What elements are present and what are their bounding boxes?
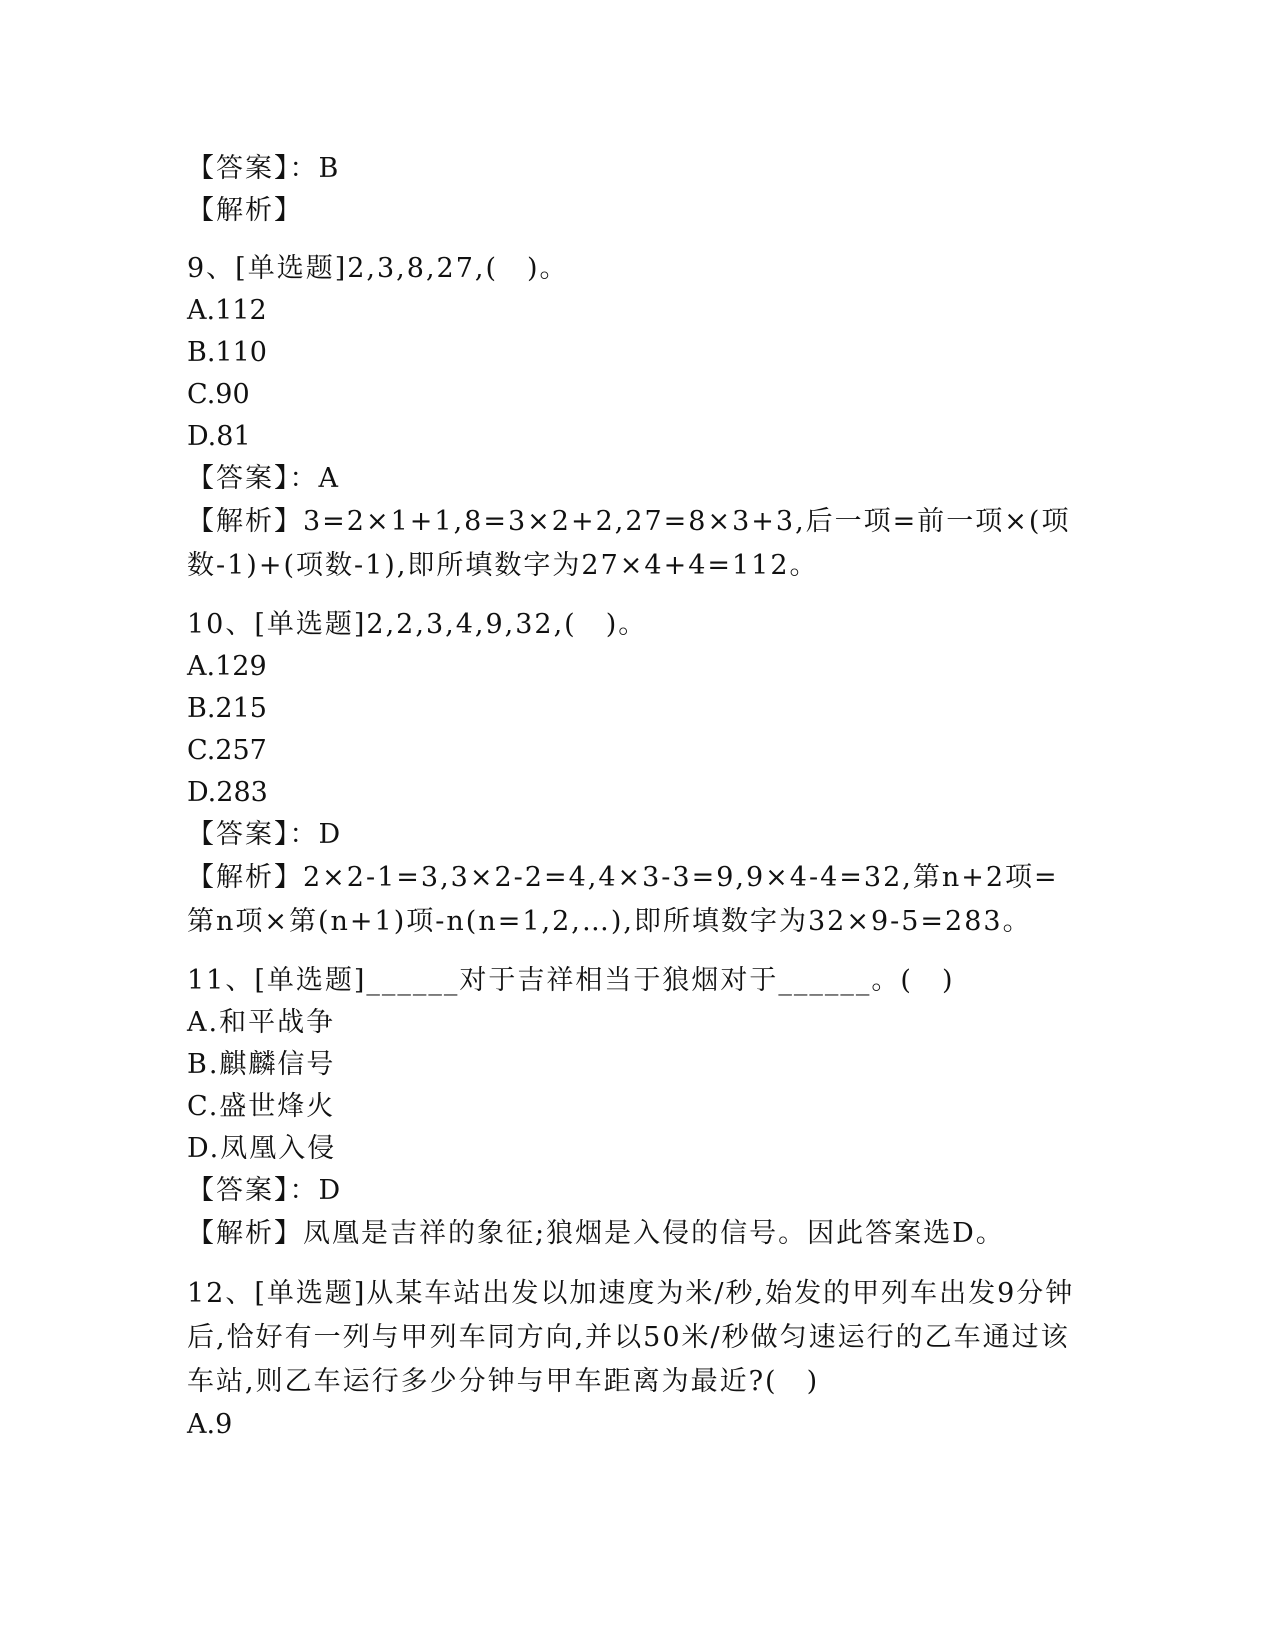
- option-c: C.90: [187, 379, 250, 410]
- option-a: A.和平战争: [187, 1007, 336, 1038]
- prev-answer: 【答案】：B: [187, 153, 341, 184]
- answer: 【答案】：D: [187, 1175, 343, 1206]
- question-9: [187, 248, 1087, 588]
- option-a: A.112: [187, 295, 267, 326]
- prev-analysis: 【解析】: [187, 195, 303, 226]
- question-stem: 9、[单选题]2,3,8,27,( )。: [187, 253, 569, 284]
- question-stem: 11、[单选题]______对于吉祥相当于狼烟对于______。( ): [187, 965, 955, 996]
- question-stem: 12、[单选题]从某车站出发以加速度为米/秒,始发的甲列车出发9分钟后,恰好有一列与甲列车同方向,并以50米/秒做匀速运行的乙车通过该车站,则乙车运行多少分钟与甲车距离为最近?( ): [187, 1278, 1075, 1397]
- option-b: B.215: [187, 693, 267, 724]
- question-12: [187, 1272, 1087, 1446]
- option-b: B.110: [187, 337, 267, 368]
- option-c: C.盛世烽火: [187, 1091, 336, 1122]
- option-c: C.257: [187, 735, 267, 766]
- option-d: D.81: [187, 421, 251, 452]
- analysis: 【解析】3=2×1+1,8=3×2+2,27=8×3+3,后一项=前一项×(项数-1)+(项数-1),即所填数字为27×4+4=112。: [187, 506, 1071, 581]
- analysis: 【解析】凤凰是吉祥的象征;狼烟是入侵的信号。因此答案选D。: [187, 1218, 1005, 1249]
- option-d: D.283: [187, 777, 268, 808]
- question-10: [187, 604, 1087, 944]
- page-content: [187, 148, 1087, 1446]
- answer: 【答案】：D: [187, 819, 343, 850]
- option-b: B.麒麟信号: [187, 1049, 336, 1080]
- analysis: 【解析】2×2-1=3,3×2-2=4,4×3-3=9,9×4-4=32,第n+2项=第n项×第(n+1)项-n(n=1,2,…),即所填数字为32×9-5=283。: [187, 862, 1059, 937]
- option-d: D.凤凰入侵: [187, 1133, 337, 1164]
- option-a: A.129: [187, 651, 267, 682]
- answer: 【答案】：A: [187, 463, 340, 494]
- question-stem: 10、[单选题]2,2,3,4,9,32,( )。: [187, 609, 648, 640]
- question-11: [187, 960, 1087, 1256]
- option-a: A.9: [187, 1409, 233, 1440]
